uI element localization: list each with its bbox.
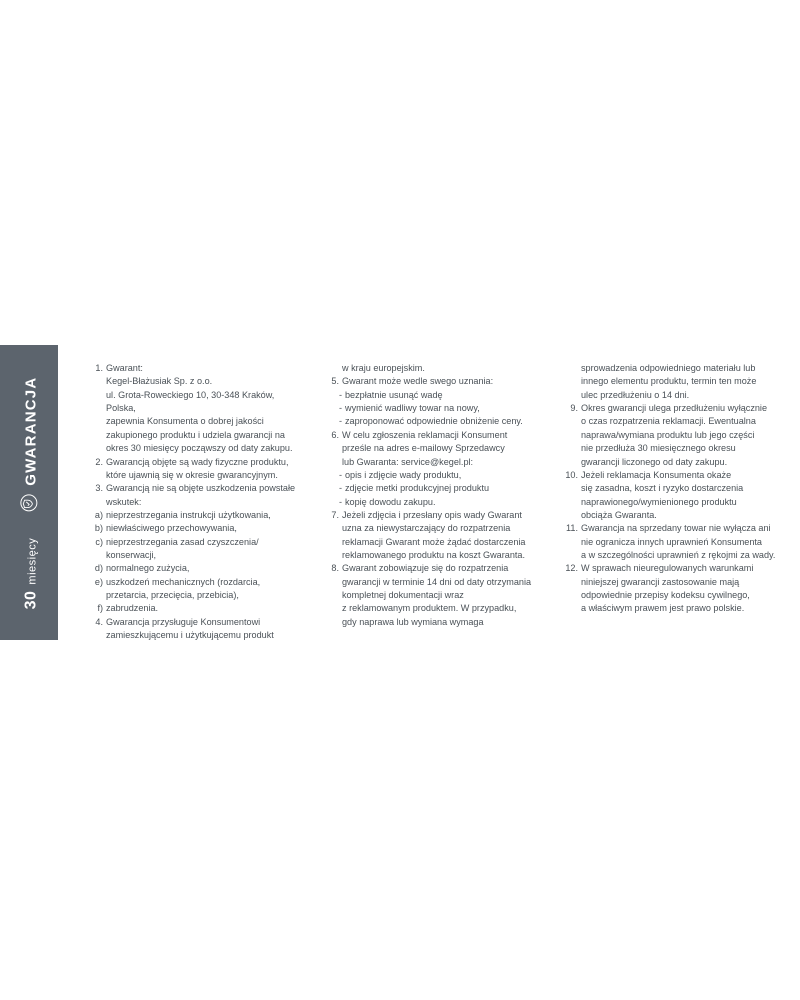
list-line: zamieszkującemu i użytkującemu produkt [106,630,274,641]
list-line: naprawa/wymiana produktu lub jego części [581,429,755,440]
list-line: opis i zdjęcie wady produktu, [345,469,462,480]
list-line: przetarcia, przecięcia, przebicia), [106,590,239,601]
list-marker: f) [97,603,103,614]
list-line: Kegel-Błażusiak Sp. z o.o. [106,376,213,387]
list-line: kompletnej dokumentacji wraz [342,590,464,601]
list-line: wskutek: [106,496,142,507]
list-line: reklamowanego produktu na koszt Gwaranta. [342,550,525,561]
list-line: Gwarancją nie są objęte uszkodzenia powstałe [106,483,296,494]
list-body [342,509,542,562]
warranty-title: GWARANCJA [22,376,40,486]
list-item [90,616,306,643]
list-body [106,536,306,563]
list-line: W celu zgłoszenia reklamacji Konsument [342,429,508,440]
list-line: a w szczególności uprawnień z rękojmi za wady. [581,550,776,561]
list-line: się zasadna, koszt i ryzyko dostarczenia [581,483,744,494]
list-line: z reklamowanym produktem. W przypadku, [342,603,517,614]
list-marker: 12. [565,563,578,574]
list-body [345,469,542,482]
list-item [326,429,542,469]
list-body [106,602,306,615]
warranty-column-1 [90,362,306,641]
list-marker: - [338,389,342,400]
list-item [90,482,306,509]
list-item [326,375,542,388]
list-line: nieprzestrzegania zasad czyszczenia/ [106,536,259,547]
list-item [326,362,542,375]
list-marker: 8. [331,563,339,574]
list-marker: 7. [331,509,339,520]
list-body [581,469,778,522]
warranty-vertical-title [18,376,40,609]
list-line: konserwacji, [106,550,157,561]
list-line: lub Gwaranta: service@kegel.pl: [342,456,474,467]
list-marker: 1. [95,363,103,373]
list-item [326,482,542,495]
list-marker: 9. [570,403,578,414]
shield-check-icon [20,494,37,511]
list-marker: 10. [565,469,578,480]
list-line: normalnego zużycia, [106,563,190,574]
list-line: bezpłatnie usunąć wadę [345,389,443,400]
list-marker: 3. [95,483,103,494]
list-marker: 6. [331,429,339,440]
list-body [106,482,306,509]
list-line: o czas rozpatrzenia reklamacji. Ewentualna [581,416,756,427]
list-line: które ujawnią się w okresie gwarancyjnym. [106,469,278,480]
list-marker: 4. [95,616,103,627]
list-line: uzna za niewystarczający do rozpatrzenia [342,523,511,534]
list-item [90,362,306,456]
list-line: wymienić wadliwy towar na nowy, [345,403,480,414]
list-body [342,429,542,469]
list-line: nieprzestrzegania instrukcji użytkowania, [106,509,271,520]
list-line: ulec przedłużeniu o 14 dni. [581,389,690,400]
list-marker: - [338,496,342,507]
list-marker [326,362,342,375]
list-item [90,576,306,603]
warranty-sidebar-inner [0,345,58,640]
list-body [581,402,778,469]
list-line: Gwarancja na sprzedany towar nie wyłącza ani [581,523,771,534]
list-body [345,415,542,428]
list-item [90,509,306,522]
warranty-column-2 [326,362,542,628]
list-item [326,509,542,562]
list-body [581,522,778,562]
list-line: Jeżeli zdjęcia i przesłany opis wady Gwarant [342,509,522,520]
warranty-content [68,345,800,640]
list-item [326,415,542,428]
list-marker: - [338,416,342,427]
list-body [106,362,306,456]
list-item [326,562,542,629]
list-item [326,389,542,402]
list-line: zabrudzenia. [106,603,159,614]
list-line: okres 30 miesięcy począwszy od daty zakupu. [106,443,293,454]
list-line: zapewnia Konsumenta o dobrej jakości [106,416,264,427]
list-line: W sprawach nieuregulowanych warunkami [581,563,754,574]
list-item [90,602,306,615]
list-body [581,562,778,615]
list-body [106,616,306,643]
list-line: Jeżeli reklamacja Konsumenta okaże [581,469,732,480]
list-line: w kraju europejskim. [342,363,425,373]
list-line: Okres gwarancji ulega przedłużeniu wyłącznie [581,403,768,414]
list-line: kopię dowodu zakupu. [345,496,436,507]
list-body [581,362,778,402]
list-item [90,562,306,575]
list-body [345,389,542,402]
list-body [342,375,542,388]
warranty-band [0,345,800,640]
list-line: a właściwym prawem jest prawo polskie. [581,603,745,614]
list-body [106,509,306,522]
warranty-months-word: miesięcy [26,537,39,585]
list-marker: a) [94,509,103,520]
list-item [562,562,778,615]
list-line: uszkodzeń mechanicznych (rozdarcia, [106,576,261,587]
list-body [345,402,542,415]
list-marker: - [338,483,342,494]
sidebar-gap [58,345,68,640]
list-line: sprowadzenia odpowiedniego materiału lub [581,363,756,373]
list-line: Gwarant może wedle swego uznania: [342,376,494,387]
list-line: gwarancji w terminie 14 dni od daty otrzymania [342,576,532,587]
list-line: odpowiednie przepisy kodeksu cywilnego, [581,590,750,601]
list-line: ul. Grota-Roweckiego 10, 30-348 Kraków, Polska, [106,389,275,414]
warranty-column-3 [562,362,778,628]
list-item [562,469,778,522]
list-item [326,496,542,509]
list-marker: 5. [331,376,339,387]
warranty-sidebar [0,345,58,640]
list-line: nie ogranicza innych uprawnień Konsumenta [581,536,762,547]
list-marker: 2. [95,456,103,467]
list-marker: - [338,469,342,480]
list-body [106,522,306,535]
list-marker: 11. [566,523,578,534]
list-line: niniejszej gwarancji zastosowanie mają [581,576,740,587]
list-line: niewłaściwego przechowywania, [106,523,237,534]
list-item [562,362,778,402]
warranty-months-number: 30 [22,590,40,609]
list-item [562,402,778,469]
list-body [345,482,542,495]
list-marker: b) [94,523,103,534]
list-body [342,362,542,375]
list-marker: d) [94,563,103,574]
list-body [345,496,542,509]
list-line: gwarancji liczonego od daty zakupu. [581,456,728,467]
list-line: zaproponować odpowiednie obniżenie ceny. [345,416,523,427]
list-item [326,469,542,482]
list-line: Gwarancja przysługuje Konsumentowi [106,616,261,627]
list-line: Gwarant zobowiązuje się do rozpatrzenia [342,563,509,574]
list-body [106,562,306,575]
list-line: prześle na adres e-mailowy Sprzedawcy [342,443,505,454]
list-line: reklamacji Gwarant może żądać dostarczenia [342,536,526,547]
list-marker [562,362,581,402]
list-body [106,576,306,603]
list-line: obciąża Gwaranta. [581,509,657,520]
list-line: Gwarant: [106,363,143,373]
list-line: zdjęcie metki produkcyjnej produktu [345,483,490,494]
list-item [562,522,778,562]
list-item [90,536,306,563]
list-marker: c) [95,536,103,547]
list-body [342,562,542,629]
list-line: naprawionego/wymienionego produktu [581,496,737,507]
list-body [106,456,306,483]
list-marker: e) [94,576,103,587]
list-line: Gwarancją objęte są wady fizyczne produktu, [106,456,289,467]
list-marker: - [338,403,342,414]
list-line: gdy naprawa lub wymiana wymaga [342,616,484,627]
list-line: innego elementu produktu, termin ten może [581,376,757,387]
list-item [90,456,306,483]
list-item [326,402,542,415]
list-line: nie przedłuża 30 miesięcznego okresu [581,443,736,454]
list-item [90,522,306,535]
list-line: zakupionego produktu i udziela gwarancji na [106,429,285,440]
